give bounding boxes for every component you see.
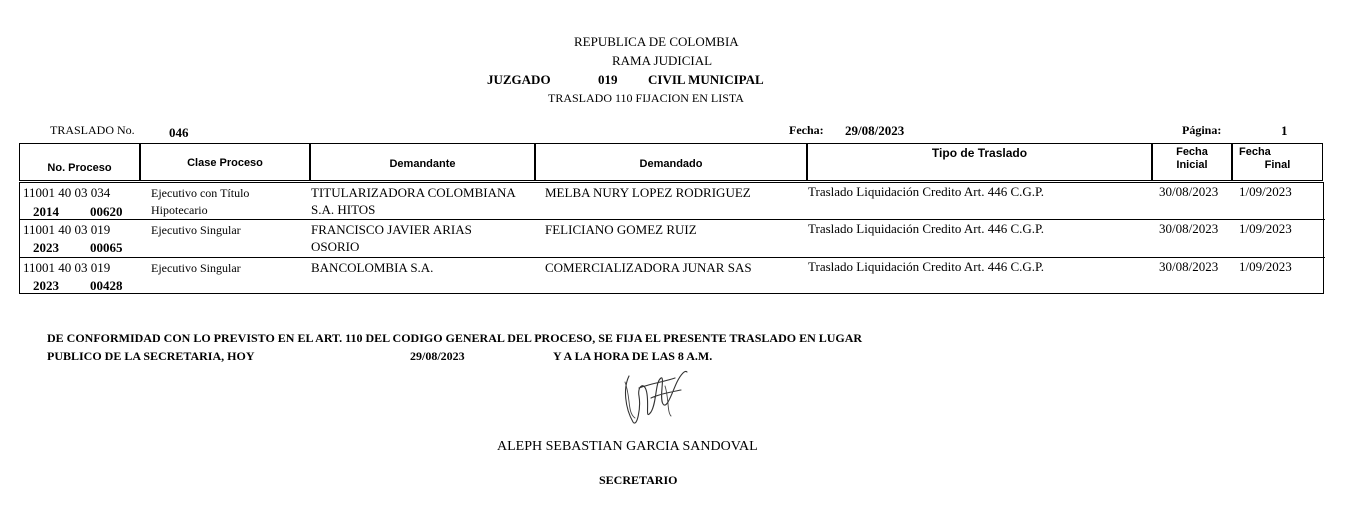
col-tipo-label: Tipo de Traslado	[931, 146, 1028, 160]
col-tipo	[807, 144, 1152, 180]
statement-line-1: DE CONFORMIDAD CON LO PREVISTO EN EL ART. 110 DEL CODIGO GENERAL DEL PROCESO, SE FIJA EL PRESENTE TRASLADO EN LUGAR	[47, 331, 863, 345]
fecha-final: 1/09/2023	[1239, 184, 1292, 199]
data-table	[19, 182, 1324, 294]
table-header	[19, 143, 1323, 181]
demandado: COMERCIALIZADORA JUNAR SAS	[545, 260, 752, 275]
col-fecha-inicial	[1152, 144, 1232, 180]
col-no-proceso	[19, 144, 140, 180]
col-fecha-inicial-label-1: Fecha	[1176, 146, 1208, 158]
fecha-inicial: 30/08/2023	[1159, 259, 1219, 274]
clase-proceso: Ejecutivo Singular	[151, 223, 241, 237]
clase-proceso-2: Hipotecario	[151, 203, 208, 217]
col-no-proceso-label: No. Proceso	[47, 162, 112, 174]
proceso-radicado: 00428	[90, 278, 123, 293]
col-demandado	[535, 144, 807, 180]
col-demandante	[310, 144, 535, 180]
proceso-number: 11001 40 03 019	[23, 222, 111, 237]
fecha-inicial: 30/08/2023	[1159, 184, 1219, 199]
fecha-final: 1/09/2023	[1239, 259, 1292, 274]
col-demandante-label: Demandante	[389, 158, 456, 170]
clase-proceso: Ejecutivo Singular	[151, 261, 241, 275]
traslado-label: TRASLADO No.	[50, 123, 135, 137]
proceso-radicado: 00065	[90, 240, 123, 255]
demandante: TITULARIZADORA COLOMBIANA	[311, 185, 516, 200]
col-clase-label: Clase Proceso	[187, 157, 263, 169]
tipo-traslado: Traslado Liquidación Credito Art. 446 C.G.P.	[808, 259, 1045, 274]
tipo-traslado: Traslado Liquidación Credito Art. 446 C.G.P.	[808, 221, 1045, 236]
proceso-radicado: 00620	[90, 204, 123, 219]
col-fecha-final-label-1: Fecha	[1239, 146, 1271, 158]
header-rama: RAMA JUDICIAL	[612, 53, 713, 68]
proceso-number: 11001 40 03 034	[23, 185, 111, 200]
fecha-inicial: 30/08/2023	[1159, 221, 1219, 236]
col-fecha-inicial-label-2: Inicial	[1176, 159, 1208, 171]
fecha-final: 1/09/2023	[1239, 221, 1292, 236]
pagina-value: 1	[1281, 123, 1288, 138]
proceso-year: 2014	[33, 204, 59, 219]
header-republic: REPUBLICA DE COLOMBIA	[574, 34, 739, 49]
col-clase	[140, 144, 310, 180]
fecha-label: Fecha:	[789, 123, 824, 137]
row-divider	[20, 257, 1325, 258]
demandante: FRANCISCO JAVIER ARIAS	[311, 222, 472, 237]
proceso-year: 2023	[33, 240, 59, 255]
pagina-label: Página:	[1182, 123, 1222, 137]
demandante-2: OSORIO	[311, 239, 360, 254]
signer-role: SECRETARIO	[599, 473, 678, 487]
demandado: FELICIANO GOMEZ RUIZ	[545, 222, 697, 237]
col-fecha-final-label-2: Final	[1264, 159, 1291, 171]
demandante: BANCOLOMBIA S.A.	[311, 260, 434, 275]
header-court-prefix: JUZGADO	[487, 72, 551, 87]
proceso-number: 11001 40 03 019	[23, 260, 111, 275]
fecha-value: 29/08/2023	[845, 123, 905, 138]
header-traslado-line: TRASLADO 110 FIJACION EN LISTA	[548, 91, 744, 105]
header-court-type: CIVIL MUNICIPAL	[648, 72, 764, 87]
row-divider	[20, 219, 1325, 220]
tipo-traslado: Traslado Liquidación Credito Art. 446 C.G.P.	[808, 184, 1045, 199]
statement-hour: Y A LA HORA DE LAS 8 A.M.	[553, 349, 713, 363]
demandado: MELBA NURY LOPEZ RODRIGUEZ	[545, 185, 751, 200]
statement-date: 29/08/2023	[410, 349, 465, 363]
demandante-2: S.A. HITOS	[311, 202, 376, 217]
signer-name: ALEPH SEBASTIAN GARCIA SANDOVAL	[497, 439, 758, 454]
col-demandado-label: Demandado	[639, 158, 703, 170]
statement-line-2: PUBLICO DE LA SECRETARIA, HOY	[47, 349, 255, 363]
signature	[615, 368, 695, 430]
traslado-value: 046	[169, 125, 189, 140]
header-court-number: 019	[598, 72, 618, 87]
col-fecha-final	[1232, 144, 1323, 180]
proceso-year: 2023	[33, 278, 59, 293]
clase-proceso: Ejecutivo con Título	[151, 186, 250, 200]
